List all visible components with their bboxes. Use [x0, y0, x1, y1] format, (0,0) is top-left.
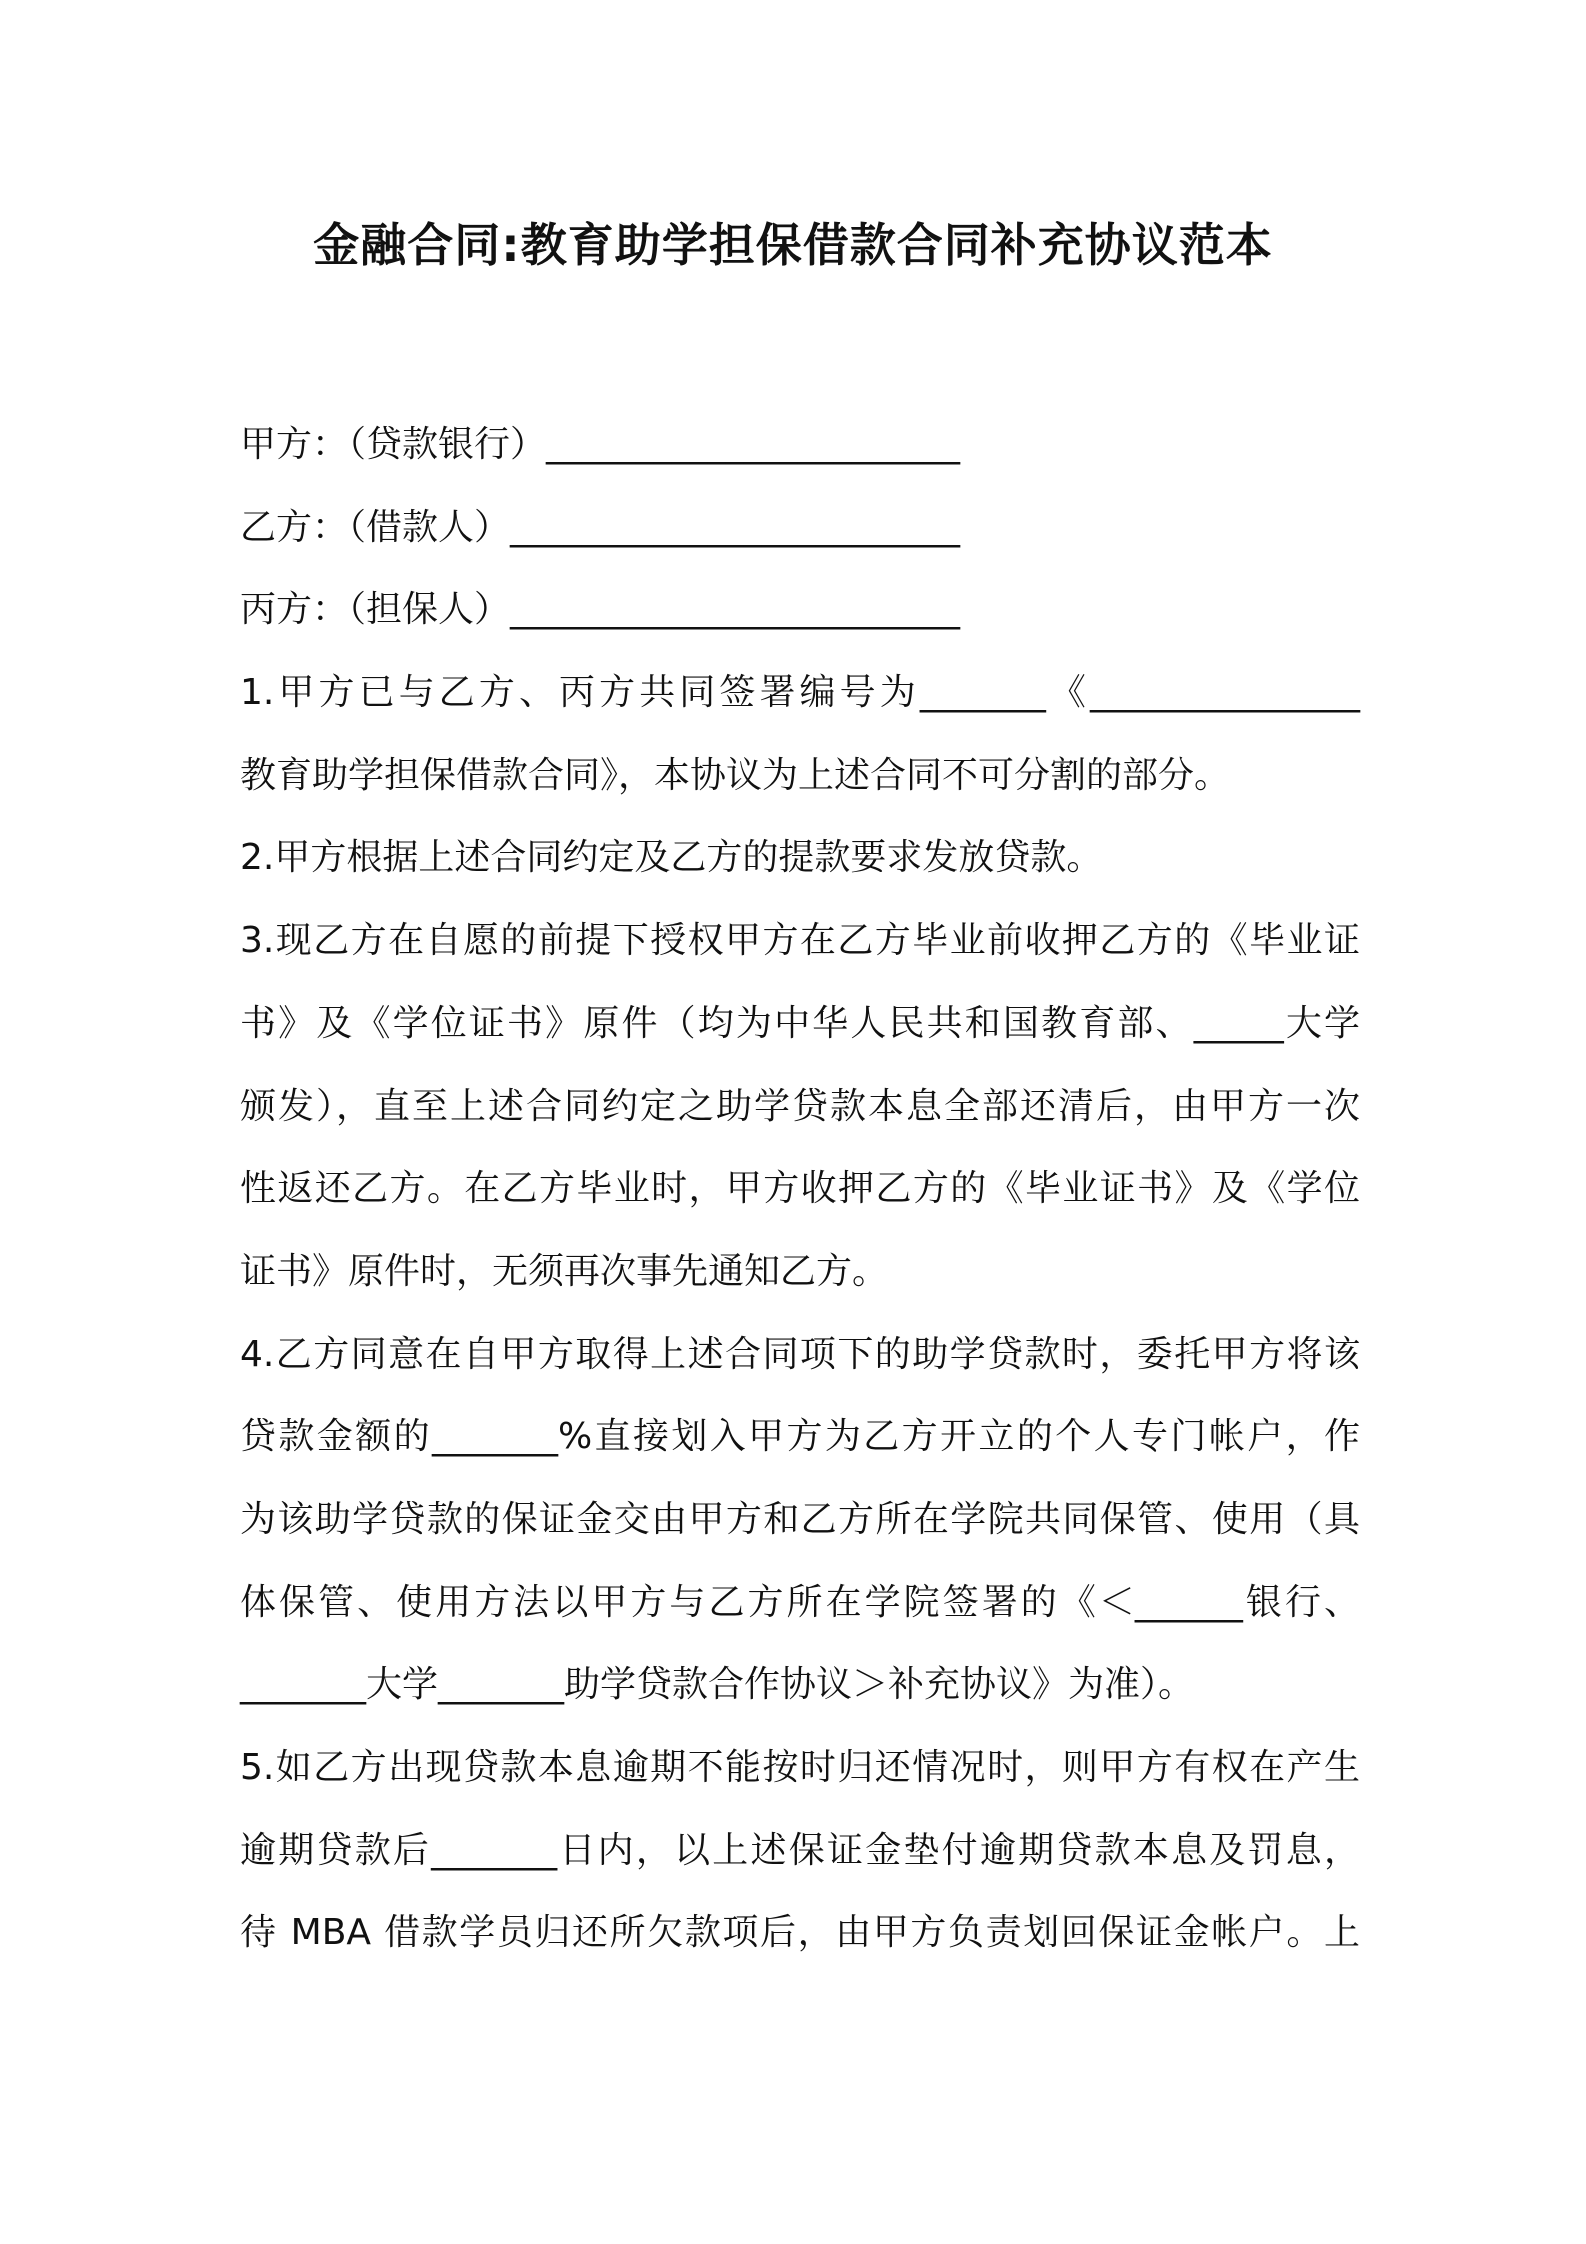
party-b-line: 乙方：（借款人）_________________________ — [240, 506, 961, 548]
document-body — [240, 404, 1360, 1975]
clause-4-line-2: 贷款金额的_______%直接划入甲方为乙方开立的个人专门帐户，作 — [240, 1416, 1360, 1458]
clause-4-line-3: 为该助学贷款的保证金交由甲方和乙方所在学院共同保管、使用（具 — [240, 1498, 1360, 1540]
clause-2-line-1: 2.甲方根据上述合同约定及乙方的提款要求发放贷款。 — [240, 837, 1103, 879]
clause-4-line-5: _______大学_______助学贷款合作协议＞补充协议》为准）。 — [240, 1664, 1195, 1706]
clause-4-line-1: 4.乙方同意在自甲方取得上述合同项下的助学贷款时，委托甲方将该 — [240, 1333, 1360, 1375]
clause-3-line-1: 3.现乙方在自愿的前提下授权甲方在乙方毕业前收押乙方的《毕业证 — [240, 920, 1360, 962]
party-a-line: 甲方：（贷款银行）_______________________ — [240, 424, 961, 465]
party-c-line: 丙方：（担保人）_________________________ — [240, 589, 961, 631]
clause-4-line-4: 体保管、使用方法以甲方与乙方所在学院签署的《＜______银行、 — [240, 1581, 1360, 1623]
clause-3-line-3: 颁发），直至上述合同约定之助学贷款本息全部还清后，由甲方一次 — [240, 1085, 1360, 1127]
clause-5-line-3: 待 MBA 借款学员归还所欠款项后，由甲方负责划回保证金帐户。上 — [240, 1912, 1360, 1954]
clause-3-line-4: 性返还乙方。在乙方毕业时，甲方收押乙方的《毕业证书》及《学位 — [240, 1168, 1360, 1210]
clause-1-line-1: 1.甲方已与乙方、丙方共同签署编号为_______《_______________ — [240, 672, 1360, 714]
document-title: 金融合同:教育助学担保借款合同补充协议范本 — [313, 218, 1273, 272]
clause-3-line-2: 书》及《学位证书》原件（均为中华人民共和国教育部、_____大学 — [240, 1002, 1360, 1044]
clause-5-line-2: 逾期贷款后_______日内，以上述保证金垫付逾期贷款本息及罚息， — [240, 1829, 1360, 1871]
clause-1-line-2: 教育助学担保借款合同》，本协议为上述合同不可分割的部分。 — [240, 754, 1231, 796]
clause-3-line-5: 证书》原件时，无须再次事先通知乙方。 — [240, 1250, 889, 1292]
clause-5-line-1: 5.如乙方出现贷款本息逾期不能按时归还情况时，则甲方有权在产生 — [240, 1747, 1360, 1788]
